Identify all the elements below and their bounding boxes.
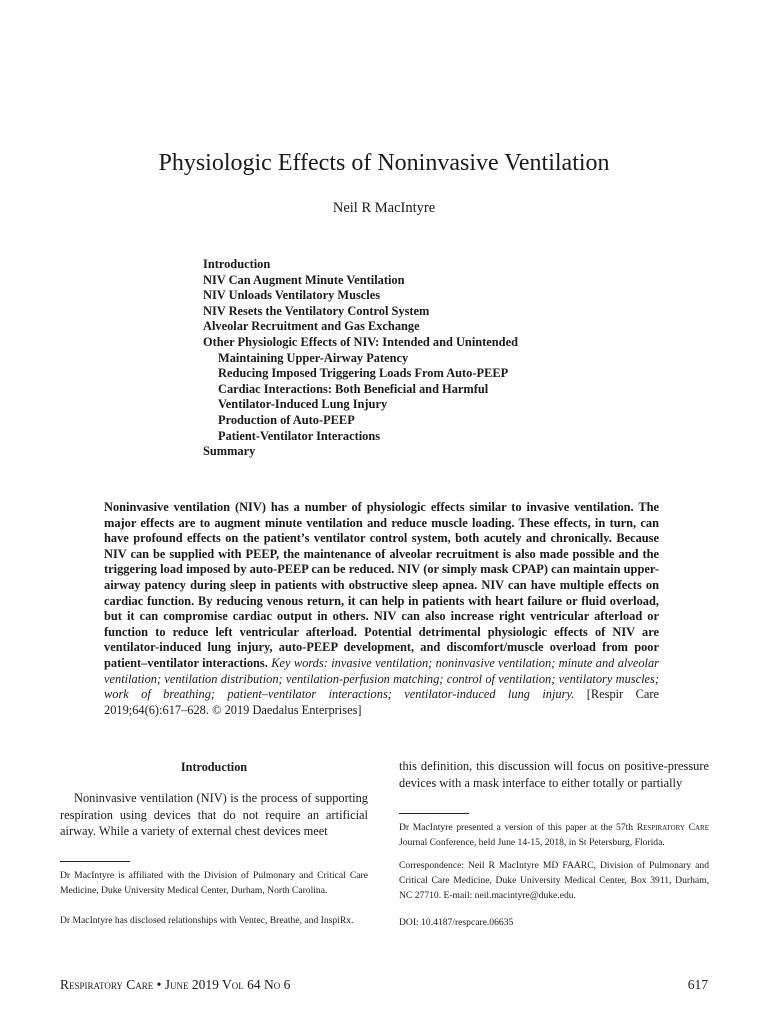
toc-item: NIV Unloads Ventilatory Muscles [203, 288, 381, 303]
footnote-divider [60, 861, 130, 862]
table-of-contents [203, 257, 518, 460]
footnote-presentation: Dr MacIntyre presented a version of this paper at the 57th Respiratory Care Journal Conference, held June 14-15, 2018, in St Petersburg, Florida. [399, 822, 709, 848]
toc-item: Alveolar Recruitment and Gas Exchange [203, 319, 420, 334]
toc-item: NIV Can Augment Minute Ventilation [203, 272, 405, 287]
journal-name: Respiratory Care [636, 822, 709, 833]
toc-subitem: Ventilator-Induced Lung Injury [218, 397, 388, 412]
page-number: 617 [687, 977, 708, 992]
footnote-doi: DOI: 10.4187/respcare.06635 [399, 917, 514, 928]
left-column [60, 758, 368, 928]
section-heading: Introduction [180, 760, 248, 774]
toc-subitem: Patient-Ventilator Interactions [218, 428, 381, 443]
toc-subitem: Cardiac Interactions: Both Beneficial and Harmful [218, 381, 489, 396]
author-name: Neil R MacIntyre [332, 200, 436, 216]
article-title: Physiologic Effects of Noninvasive Ventilation [158, 150, 610, 176]
abstract-citation: [Respir Care 2019;64(6):617–628. © 2019 Daedalus Enterprises] [104, 687, 659, 717]
intro-paragraph-continued: this definition, this discussion will focus on positive-pressure devices with a mask interface to either totally or partially [399, 759, 709, 790]
footnote-disclosure: Dr MacIntyre has disclosed relationships with Ventec, Breathe, and InspiRx. [60, 914, 354, 926]
abstract-text: Noninvasive ventilation (NIV) has a number of physiologic effects similar to invasive ventilation. The major effects are to augment minute ventilation and reduce muscle loading. These effects, in turn, can have profound effects on the patient’s ventilator control system, both acutely and chronically. Because NIV can be supplied with PEEP, the maintenance of alveolar recruitment is also made possible and the triggering load imposed by auto-PEEP can be reduced. NIV (or simply mask CPAP) can maintain upper-airway patency during sleep in patients with obstructive sleep apnea. NIV can have multiple effects on cardiac function. By reducing venous return, it can help in patients with heart failure or fluid overload, but it can compromise cardiac output in others. NIV can also increase right ventricular afterload or function to reduce left ventricular afterload. Potential detrimental physiologic effects of NIV are ventilator-induced lung injury, auto-PEEP development, and discomfort/muscle overload from poor patient–ventilator interactions. [104, 500, 659, 670]
footnote-divider [399, 813, 469, 814]
running-footer: Respiratory Care • June 2019 Vol 64 No 6 [60, 977, 291, 992]
abstract [104, 500, 659, 718]
toc-item: Summary [203, 444, 256, 459]
toc-subitem: Reducing Imposed Triggering Loads From Auto-PEEP [218, 366, 509, 381]
toc-item: Introduction [203, 257, 271, 271]
toc-item: Other Physiologic Effects of NIV: Intended and Unintended [203, 334, 518, 349]
abstract-keywords: Key words: invasive ventilation; noninvasive ventilation; minute and alveolar ventilation; ventilation distribution; ventilation-perfusion matching; control of ventilation; ventilatory muscles; work of breathing; patient–ventilator interactions; ventilator-induced lung injury. [104, 655, 659, 702]
footnote-correspondence: Correspondence: Neil R MacIntyre MD FAARC, Division of Pulmonary and Critical Care Medicine, Duke University Medical Center, Box 3911, Durham, NC 27710. E-mail: neil.macintyre@duke.edu. [399, 860, 709, 901]
intro-paragraph: Noninvasive ventilation (NIV) is the process of supporting respiration using devices that do not require an artificial airway. While a variety of external chest devices meet [60, 791, 368, 838]
toc-subitem: Production of Auto-PEEP [218, 412, 355, 427]
right-column [399, 758, 709, 930]
toc-subitem: Maintaining Upper-Airway Patency [218, 350, 409, 365]
toc-item: NIV Resets the Ventilatory Control System [203, 303, 430, 318]
footnote-affiliation: Dr MacIntyre is affiliated with the Division of Pulmonary and Critical Care Medicine, Duke University Medical Center, Durham, North Carolina. [60, 869, 368, 896]
